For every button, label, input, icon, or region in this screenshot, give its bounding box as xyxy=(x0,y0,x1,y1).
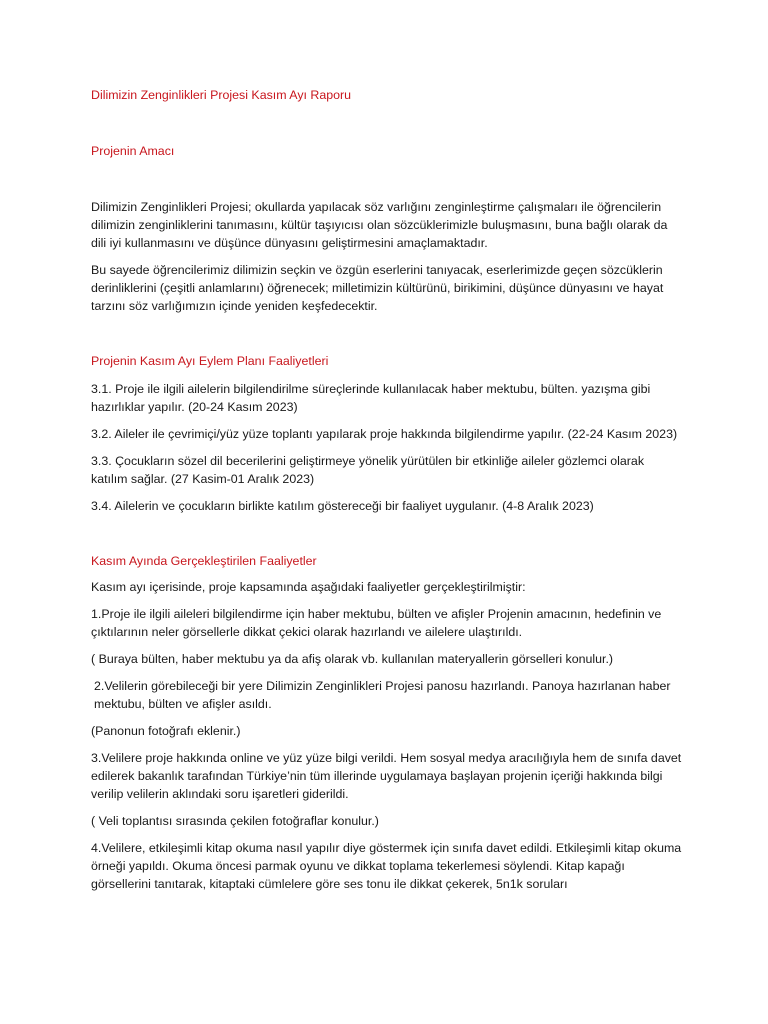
eylem-item-3-2: 3.2. Aileler ile çevrimiçi/yüz yüze toplantı yapılarak proje hakkında bilgilendirme yapılır. (22-24 Kasım 2023) xyxy=(91,427,678,441)
section-heading-eylem: Projenin Kasım Ayı Eylem Planı Faaliyetleri xyxy=(91,354,329,368)
section-heading-kasim: Kasım Ayında Gerçekleştirilen Faaliyetler xyxy=(91,554,317,568)
kasim-intro: Kasım ayı içerisinde, proje kapsamında aşağıdaki faaliyetler gerçekleştirilmiştir: xyxy=(91,580,526,594)
kasim-activity-3-note: ( Veli toplantısı sırasında çekilen fotoğraflar konulur.) xyxy=(91,814,379,828)
eylem-item-3-1: 3.1. Proje ile ilgili ailelerin bilgilendirilme süreçlerinde kullanılacak haber mektubu, bülten. yazışma gibi hazırlıklar yapılır. (20-24 Kasım 2023) xyxy=(91,382,651,414)
kasim-activity-3: 3.Velilere proje hakkında online ve yüz yüze bilgi verildi. Hem sosyal medya aracılığıyla hem de sınıfa davet edilerek bakanlık tarafından Türkiye’nin tüm illerinde uygulamaya başlayan projenin içeriği hakkında bilgi verilip velilerin aklındaki soru işaretleri giderildi. xyxy=(91,751,682,801)
kasim-activity-2: 2.Velilerin görebileceği bir yere Dilimizin Zenginlikleri Projesi panosu hazırlandı. Panoya hazırlanan haber mektubu, bülten ve afişler asıldı. xyxy=(94,679,671,711)
document-body xyxy=(91,86,683,902)
kasim-activity-1-note: ( Buraya bülten, haber mektubu ya da afiş olarak vb. kullanılan materyallerin görselleri konulur.) xyxy=(91,652,614,666)
amac-paragraph-1: Dilimizin Zenginlikleri Projesi; okullarda yapılacak söz varlığını zenginleştirme çalışmaları ile öğrencilerin dilimizin zenginliklerini tanımasını, kültür taşıyıcısı olan sözcüklerimizle buluşmasını, buna bağlı olarak da dili iyi kullanmasını ve düşünce dünyasını geliştirmesini amaçlamaktadır. xyxy=(91,200,668,250)
kasim-activity-1: 1.Proje ile ilgili aileleri bilgilendirme için haber mektubu, bülten ve afişler Projenin amacının, hedefinin ve çıktılarının neler görsellerle dikkat çekici olarak hazırlandı ve ailelere ulaştırıldı. xyxy=(91,607,662,639)
kasim-activity-4: 4.Velilere, etkileşimli kitap okuma nasıl yapılır diye göstermek için sınıfa davet edildi. Etkileşimli kitap okuma örneği yapıldı. Okuma öncesi parmak oyunu ve dikkat toplama tekerlemesi söylendi. Kitap kapağı görsellerini tanıtarak, kitaptaki cümlelere göre ses tonu ile dikkat çekerek, 5n1k soruları xyxy=(91,841,682,891)
eylem-item-3-4: 3.4. Ailelerin ve çocukların birlikte katılım göstereceği bir faaliyet uygulanır. (4-8 Aralık 2023) xyxy=(91,499,594,513)
document-title: Dilimizin Zenginlikleri Projesi Kasım Ayı Raporu xyxy=(91,88,352,102)
eylem-item-3-3: 3.3. Çocukların sözel dil becerilerini geliştirmeye yönelik yürütülen bir etkinliğe aileler gözlemci olarak katılım sağlar. (27 Kasim-01 Aralık 2023) xyxy=(91,454,645,486)
amac-paragraph-2: Bu sayede öğrencilerimiz dilimizin seçkin ve özgün eserlerini tanıyacak, eserlerimizde geçen sözcüklerin derinliklerini (çeşitli anlamlarını) öğrenecek; milletimizin kültürünü, birikimini, düşünce dünyasını ve hayat tarzını söz varlığımızın içinde yeniden keşfedecektir. xyxy=(91,263,664,313)
section-heading-amac: Projenin Amacı xyxy=(91,144,175,158)
kasim-activity-2-note: (Panonun fotoğrafı eklenir.) xyxy=(91,724,241,738)
